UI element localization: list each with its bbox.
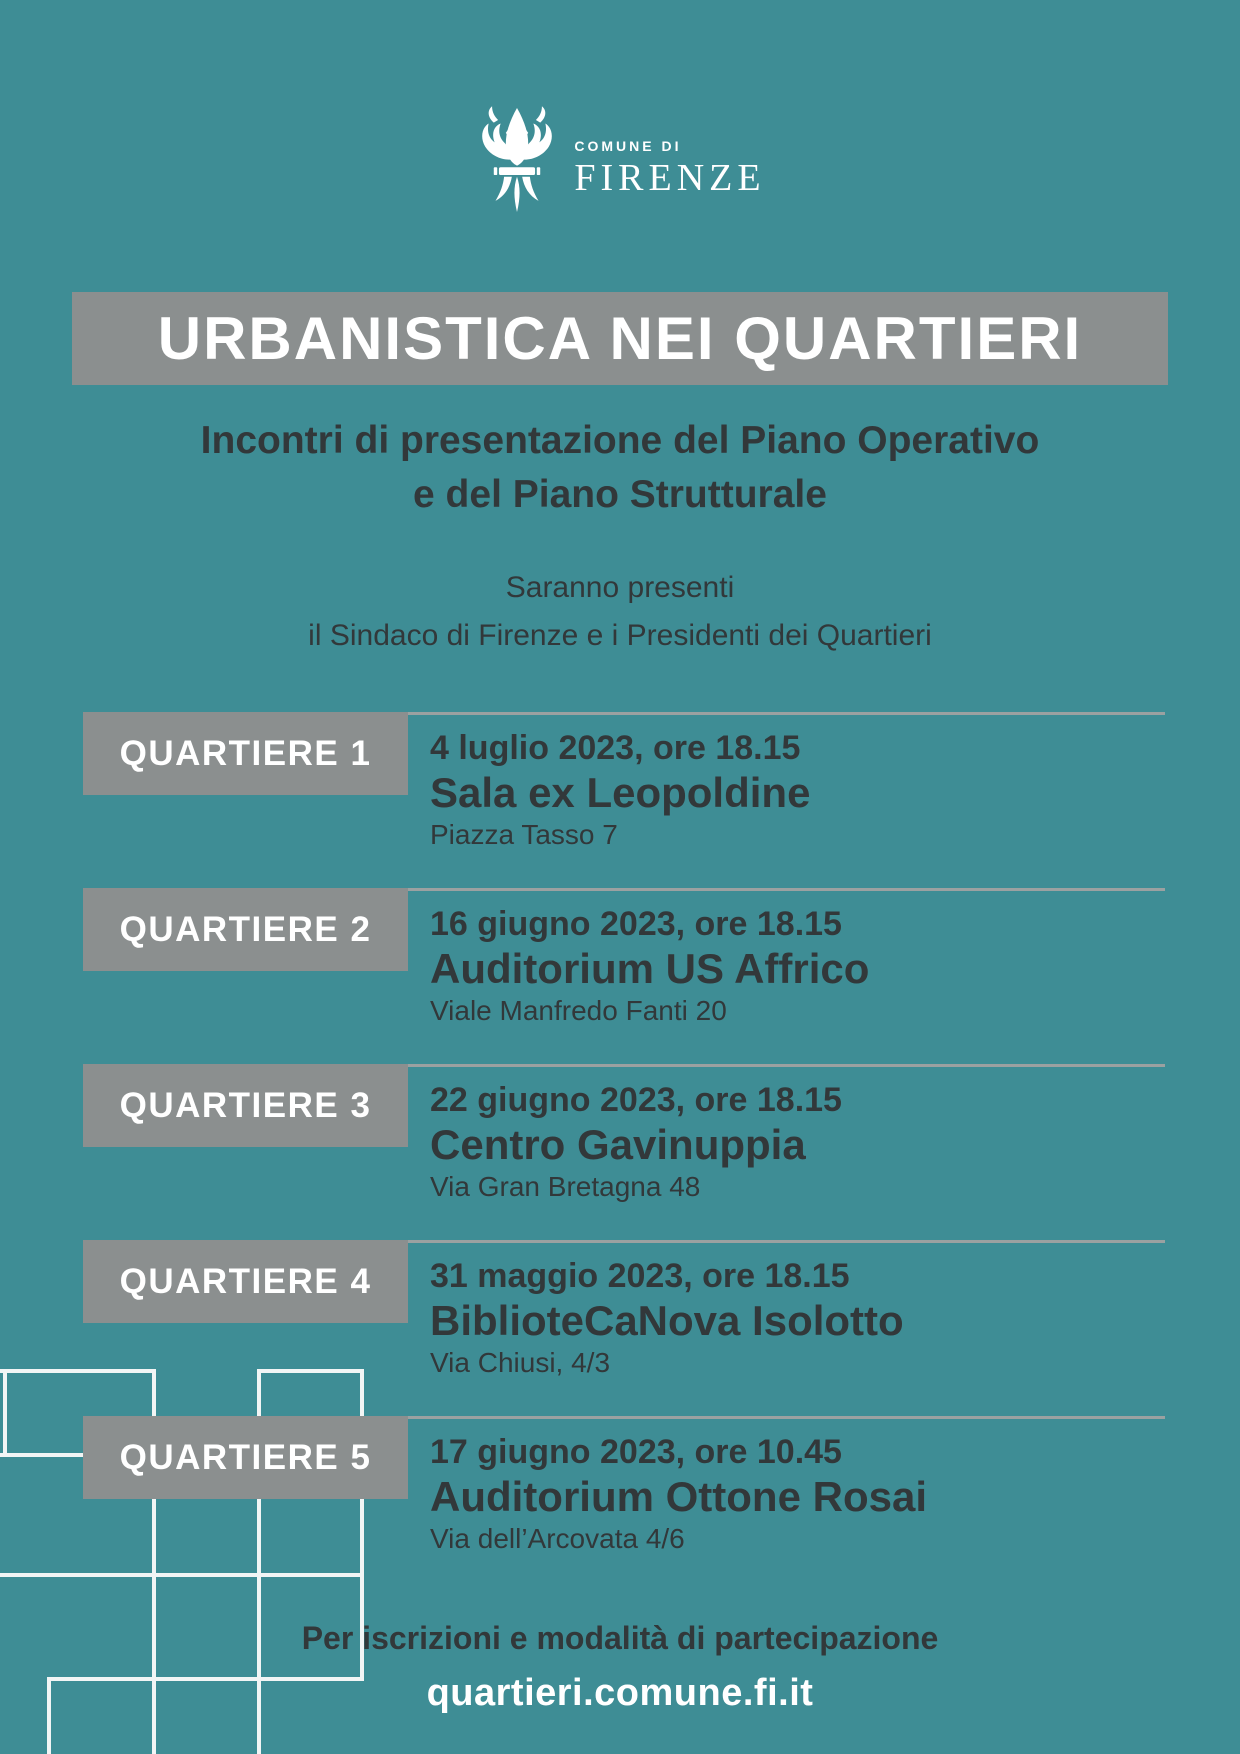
event-address: Via Chiusi, 4/3 [430,1347,611,1378]
presence-line-2: il Sindaco di Firenze e i Presidenti dei Quartieri [308,619,932,652]
event-datetime: 22 giugno 2023, ore 18.15 [430,1081,842,1119]
subtitle-line-2: e del Piano Strutturale [413,473,827,516]
event-address: Via dell’Arcovata 4/6 [430,1523,685,1554]
event-venue: BiblioteCaNova Isolotto [430,1297,904,1344]
event-datetime: 16 giugno 2023, ore 18.15 [430,905,842,943]
event-address: Via Gran Bretagna 48 [430,1171,701,1202]
event-datetime: 31 maggio 2023, ore 18.15 [430,1257,850,1295]
quartiere-row-2 [0,888,1240,1064]
subtitle [0,414,1240,522]
quartiere-label: QUARTIERE 1 [119,733,372,773]
quartiere-3-label-box [83,1064,408,1147]
quartiere-row-1 [0,712,1240,888]
website-link[interactable]: quartieri.comune.fi.it [426,1672,814,1714]
registration-info: Per iscrizioni e modalità di partecipazione [301,1620,939,1656]
florence-lily-icon [474,100,560,220]
event-address: Piazza Tasso 7 [430,819,618,850]
presence-line-1: Saranno presenti [505,571,735,604]
logo-wordmark [574,100,765,200]
logo-firenze: FIRENZE [574,157,766,199]
quartiere-4-label-box [83,1240,408,1323]
quartiere-label: QUARTIERE 2 [119,909,372,949]
event-datetime: 17 giugno 2023, ore 10.45 [430,1433,842,1471]
quartiere-1-label-box [83,712,408,795]
quartiere-label: QUARTIERE 3 [119,1085,372,1125]
presence-note [0,564,1240,660]
quartiere-row-4 [0,1240,1240,1416]
quartiere-5-label-box [83,1416,408,1499]
quartiere-label: QUARTIERE 4 [119,1261,372,1301]
quartiere-2-label-box [83,888,408,971]
subtitle-line-1: Incontri di presentazione del Piano Operativo [200,419,1040,462]
comune-firenze-logo [0,100,1240,220]
quartiere-row-5 [0,1416,1240,1592]
title-banner [72,292,1168,385]
quartiere-row-3 [0,1064,1240,1240]
event-venue: Centro Gavinuppia [430,1121,806,1168]
event-venue: Sala ex Leopoldine [430,769,811,816]
quartiere-label: QUARTIERE 5 [119,1437,372,1477]
event-venue: Auditorium US Affrico [430,945,870,992]
page-title: URBANISTICA NEI QUARTIERI [157,305,1083,372]
logo-comune-di: COMUNE DI [574,138,682,154]
event-datetime: 4 luglio 2023, ore 18.15 [430,729,801,767]
event-venue: Auditorium Ottone Rosai [430,1473,927,1520]
event-address: Viale Manfredo Fanti 20 [430,995,727,1026]
